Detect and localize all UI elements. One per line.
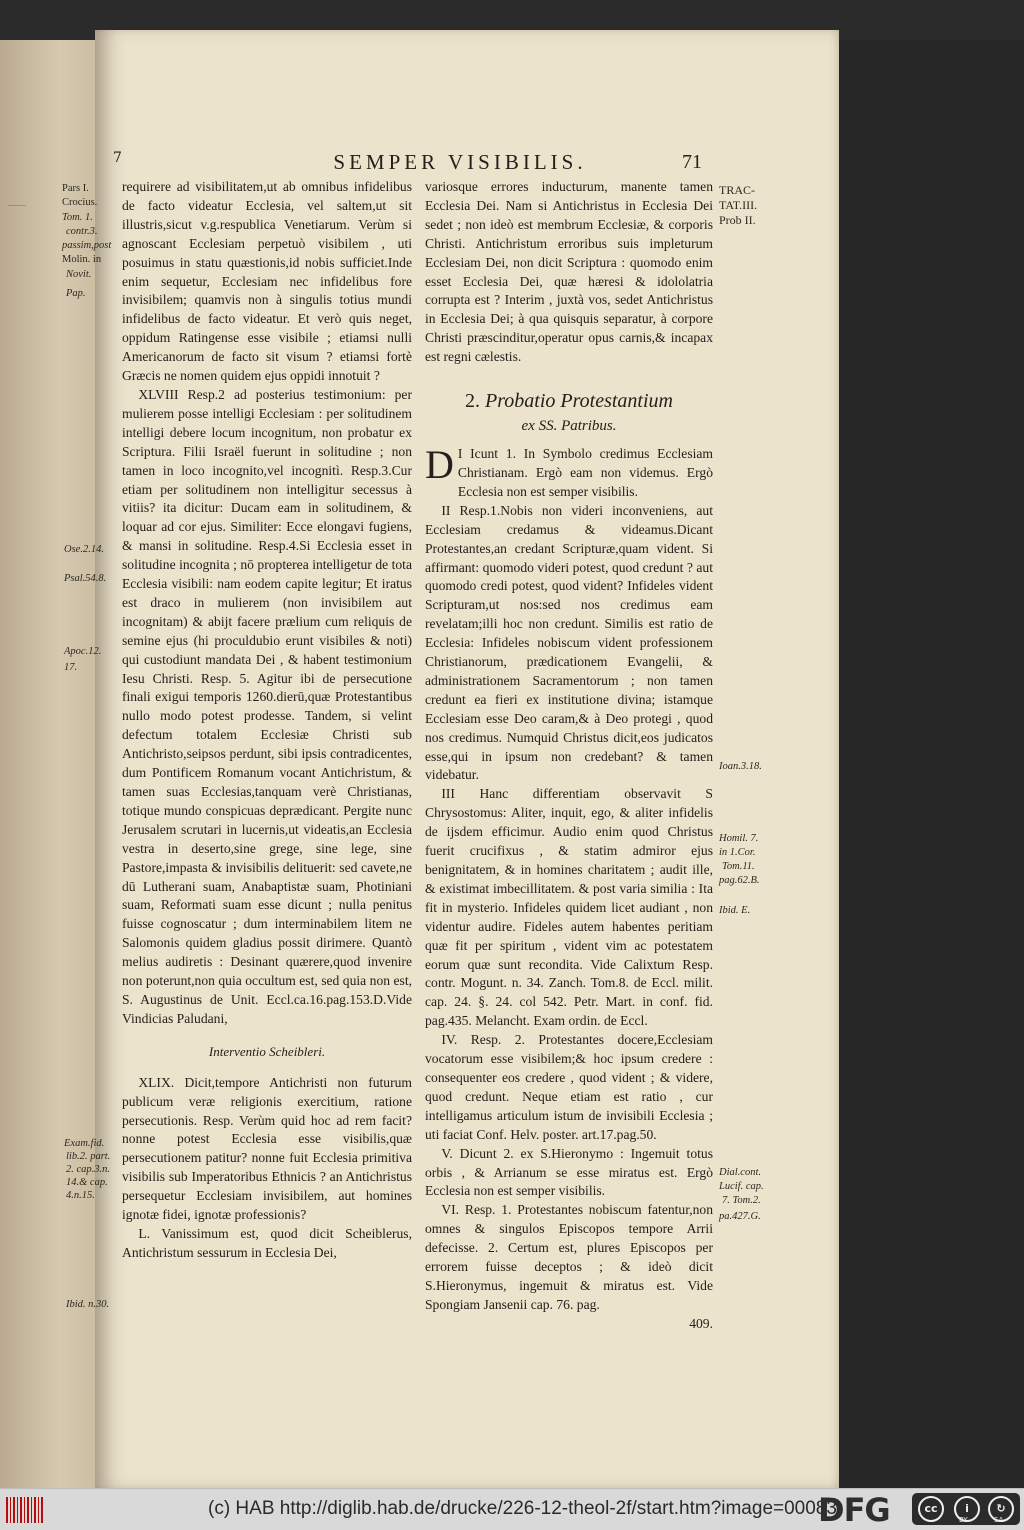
margin-note: Exam.fid. xyxy=(64,1138,105,1149)
section-subheading: Interventio Scheibleri. xyxy=(208,1043,326,1059)
margin-note: Homil. 7. xyxy=(719,833,759,844)
margin-note: contr.3. xyxy=(66,226,98,237)
library-barcode-icon xyxy=(6,1497,44,1523)
margin-note: TRAC- xyxy=(719,183,755,197)
margin-note: Psal.54.8. xyxy=(64,573,107,584)
by-icon: i xyxy=(954,1496,980,1522)
margin-note: 14.& cap. xyxy=(66,1177,108,1188)
margin-note: 7. Tom.2. xyxy=(722,1195,761,1206)
running-title: SEMPER VISIBILIS. xyxy=(333,150,587,174)
margin-note: lib.2. part. xyxy=(66,1151,111,1162)
margin-note: Tom. 1. xyxy=(62,212,93,223)
paragraph-number: I xyxy=(457,446,463,462)
margin-note: Ose.2.14. xyxy=(64,544,104,555)
paragraph: III Hanc differentiam observavit S Chrysostomus: Aliter, inquit, ego, & aliter infidelis de ijsdem efficimur. Audio enim quod Christus fuerit crucifixus , & statim admiror ejus benignitatem, & in homines charitatem ; audit ille, & existimat imbecillitatem. & post varia similia : Ita fit in mysterio. Infideles quidem licet audiant , non videntur audire. Fideles autem habentes peritiam quæ fit per spiritum , vident vim ac potestatem eorum quæ sunt recondita. Vide Calixtum Resp. contr. Mogunt. n. 34. Zanch. Tom.8. de Eccl. milit. cap. 24. §. 24. col 542. Petr. Mart. in conf. fid. pag.435. Melancht. Exam ordin. de Eccl. xyxy=(425,786,713,1029)
header-mark: 7 xyxy=(113,150,122,166)
margin-note: Pap. xyxy=(66,288,86,299)
paragraph: XLIX. Dicit,tempore Antichristi non futurum publicum veræ religionis exercitium, ratione persecutionis. Resp. Verùm quid hoc ad rem facit? nonne potest Ecclesia esse visibilis,quæ persecutionem patitur? nonne fuit Ecclesia primitiva visibilis sub Imperatoribus Ethnicis ? an Antichristus persequetur Ecclesiam invisibilem, aut homines ignotæ fidei, ignotæ professionis? xyxy=(122,1074,412,1223)
paragraph: V. Dicunt 2. ex S.Hieronymo : Ingemuit totus orbis , & Arrianum se esse miratus est. Ergò Ecclesia non est semper visibilis. xyxy=(425,1145,713,1199)
paragraph: II Resp.1.Nobis non videri inconveniens, aut Ecclesiam credamus & videamus.Dicant Protestantes,an credant Scripturæ,quam vident. Si affirmant: quomodo videri potest, quod credunt ? aut quomodo credi potest, quod vident? Infideles vident Scripturam,ut nos:sed nos credimus eam revelatam;illi hoc non credunt. Similis est ratio de Ecclesia: Infideles nobiscum vident professionem Christianorum, prædicationem Evangelii, & administrationem Sacramentorum ; non tamen credunt ea fieri ex institutione divina; istamque Ecclesiam esse Deo caram,& à Deo protegi , quod nos credimus. Numquid Christus dicit,eos judicatos esse,qui in ipsum non credebant? & tamen videbatur. xyxy=(425,502,713,783)
paragraph xyxy=(425,442,713,502)
viewer-footer xyxy=(0,1488,1024,1530)
paragraph: variosque errores inducturum, manente tamen Ecclesia Dei. Nam si Antichristus in Ecclesia Dei sedet ; non ideò est membrum Ecclesiæ, & corporis Christi. Antichristum erroribus suis impleturum Ecclesiam Dei, non dicit Scriptura : quomodo enim esset Ecclesia Dei, quæ hæresi & idololatria corrupta est ? Interim , juxtà vos, sedet Antichristus in Ecclesia Dei; à qua quisquis separatur, à corpore Christi præscinditur,operatur opus carnis,& incapax est regni cælestis. xyxy=(425,179,713,365)
sa-icon: ↻ xyxy=(988,1496,1014,1522)
margin-note: Crocius. xyxy=(62,197,98,208)
margin-note: 17. xyxy=(64,662,78,673)
text-column-left xyxy=(122,178,412,1263)
previous-page-edge: —— xyxy=(0,40,100,1488)
cc-license-badge[interactable] xyxy=(912,1493,1020,1525)
margin-note: Novit. xyxy=(66,269,92,280)
dark-background xyxy=(839,40,1024,1488)
section-subtitle: ex SS. Patribus. xyxy=(521,418,617,435)
paragraph: IV. Resp. 2. Protestantes docere,Ecclesiam vocatorum esse visibilem;& hoc ipsum credere : consequenter eos credere , quod vident ; & videre, quod credunt. Neque etiam est ratio , cur intelligamus articulum istum de invisibili Ecclesia ; uti faciat Conf. Helv. poster. art.17.pag.50. xyxy=(425,1032,713,1142)
section-title: Probatio Protestantium xyxy=(485,390,673,413)
margin-note: in 1.Cor. xyxy=(719,847,756,858)
margin-note: Molin. in xyxy=(62,254,102,265)
source-link[interactable]: (c) HAB http://diglib.hab.de/drucke/226-12-theol-2f/start.htm?image=00083 xyxy=(208,1498,837,1519)
paragraph-text: Icunt 1. In Symbolo credimus Ecclesiam Christianam. Ergò eam non videmus. Ergò Ecclesia non est semper visibilis. xyxy=(457,446,713,499)
margin-note: TAT.III. xyxy=(719,198,758,212)
dfg-logo: DFG xyxy=(818,1491,890,1529)
margin-note: Pars I. xyxy=(62,183,89,194)
margin-note: 4.n.15. xyxy=(66,1190,95,1201)
margin-note: Ibid. E. xyxy=(719,905,751,916)
margin-note: Apoc.12. xyxy=(64,646,102,657)
paragraph: VI. Resp. 1. Protestantes nobiscum fatentur,non omnes & singulos Episcopos tempore Arrii defecisse. 2. Certum est, plures Episcopos per errorem fuisse deceptos ; & ideò dicit S.Hieronymus, ingemuit & miratus est. Vide Spongiam Jansenii cap. 76. pag. xyxy=(425,1202,713,1312)
sa-label: SA xyxy=(994,1516,1004,1524)
section-heading xyxy=(425,389,713,439)
margin-note: 2. cap.3.n. xyxy=(66,1164,111,1175)
margin-note: passim,post xyxy=(62,240,112,251)
margin-note: Ioan.3.18. xyxy=(719,761,762,772)
catchword: 409. xyxy=(689,1315,713,1331)
margin-note: Ibid. n.30. xyxy=(66,1299,110,1310)
margin-note: Tom.11. xyxy=(722,861,755,872)
cc-icon: cc xyxy=(918,1496,944,1522)
by-label: BY xyxy=(959,1516,968,1524)
margin-note: Lucif. cap. xyxy=(719,1181,764,1192)
margin-note: Prob II. xyxy=(719,213,756,227)
page-number: 71 xyxy=(682,151,702,173)
margin-note: pa.427.G. xyxy=(719,1211,761,1222)
text-column-right xyxy=(425,178,713,1334)
margin-note: pag.62.B. xyxy=(719,875,760,886)
drop-capital: D xyxy=(425,442,454,488)
margin-note: Dial.cont. xyxy=(719,1167,761,1178)
paragraph: L. Vanissimum est, quod dicit Scheiblerus, Antichristum sessurum in Ecclesia Dei, xyxy=(122,1225,412,1260)
paragraph: requirere ad visibilitatem,ut ab omnibus infidelibus de facto videatur Ecclesia, vel saltem,ut sit illustris,sicut v.g.respublica Venetiarum. Verùm si agnoscant Ecclesiam perpetuò visibilem , uti posuimus in statu quæstionis,id nobis sufficiet.Inde enim sequetur, Ecclesiam nec infidelibus fore invisibilem; quamvis non à singulis totius mundi infidelibus de facto videatur. Et verò quis neget, oppidum Ratingense esse visibile ; etiamsi nulli Americanorum de facto sit visum ? etiamsi fortè Græcis ne nomen quidem ejus oppidi innotuit ? xyxy=(122,179,412,384)
paragraph: XLVIII Resp.2 ad posterius testimonium: per mulierem posse intelligi Ecclesiam : per solitudinem intelligi debere locum incognitum, non probatur ex Scriptura. Filii Israël fuerunt in solitudine ; non tamen in loco incognito,vel incognitì. Resp.3.Cur etiam per solitudinem non intelligitur secessus à vitiis? ita dicitur: Ducam eam in solitudinem, & loquar ad cor ejus. Similiter: Ecce elongavi fugiens, & mansi in solitudine. Resp.4.Si Ecclesia esset in solitudine incognita ; nō propterea intelligetur de tota Ecclesia visibili: nam eodem capite legitur; Et iratus est draco in mulierem (non invisibilem aut incognitam) & abijt facere prælium cum reliquis de semine ejus (hi proculdubio erunt visibiles & noti) qui custodiunt mandata Dei , & habent testimonium Iesu Christi. Resp. 5. Agitur ibi de persecutione finali exigui temporis 1260.dierū,quæ Protestantibus nullo modo potest prodesse. Tandem, si velint defectum totalem Ecclesiæ Christi sub Antichristo,seipsos perdunt, sibi ipsis contradicentes, dum Pontificem Romanum vocant Antichristum, & tamen suas Ecclesias,tanquam verè Christianas, totique mundo conspicuas deprædicant. Pergite nunc Jerusalem scrutari in lucernis,ut videatis,an Ecclesia vestra in deserto,sine grege, sine lege, sine Pastore,impasta & invisibilis delituerit: sed cavete,ne dū Lutherani suam, Anabaptistæ suam, Photiniani suam, Reformati suam esse dicunt ; nulla penitus fuisse cognoscatur ; dum interminabilem litem ne Salomonis quidem gladius possit dirimere. Quantò melius audiretis : Desinant quærere,quod invenire non poterunt,non quia occultum est, sed quia non est, S. Augustinus de Unit. Eccl.ca.16.pag.153.D.Vide Vindicias Paludani, xyxy=(122,386,412,1026)
section-number: 2. xyxy=(465,390,481,413)
